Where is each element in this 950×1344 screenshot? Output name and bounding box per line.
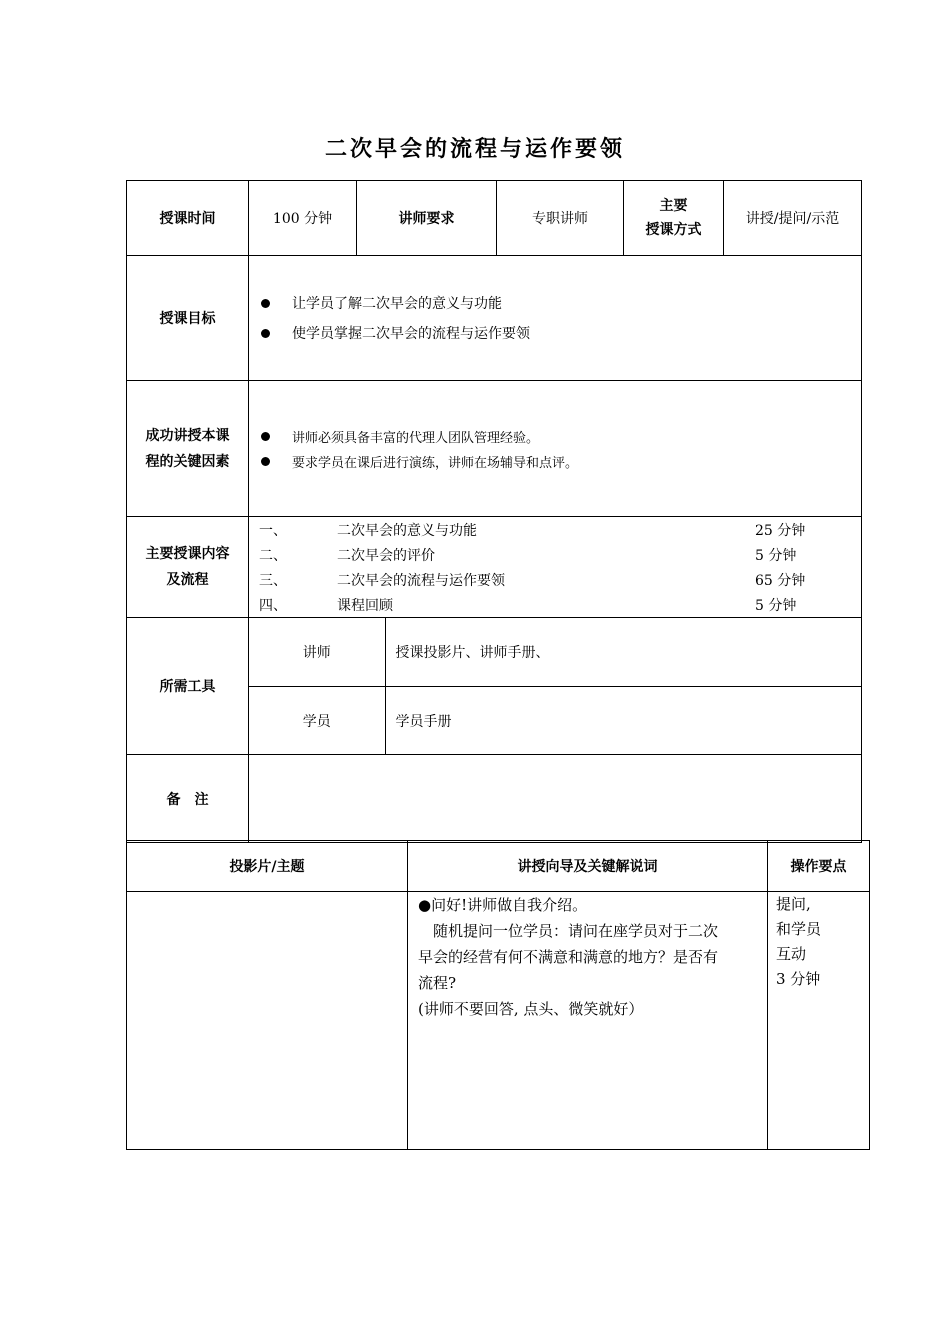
time-label: 授课时间 [127, 181, 249, 256]
tools-student-value: 学员手册 [395, 713, 452, 730]
tools-cell [249, 618, 862, 755]
content-duration: 5 分钟 [755, 547, 797, 564]
ops-cell [768, 892, 870, 1150]
ops-line: 和学员 [776, 920, 822, 938]
content-num: 四、 [259, 597, 287, 614]
goal-item [249, 288, 861, 318]
ops-line: 提问, [776, 895, 811, 913]
header-ops: 操作要点 [768, 841, 870, 892]
key-text: 讲师必须具备丰富的代理人团队管理经验。 [292, 430, 540, 446]
lesson-table [126, 840, 870, 1150]
content-duration: 25 分钟 [755, 522, 806, 539]
method-value: 讲授/提问/示范 [724, 181, 862, 256]
goals-label: 授课目标 [127, 256, 249, 381]
remarks-cell [249, 755, 862, 843]
tools-inner-table [249, 618, 861, 754]
keys-label-line2: 程的关键因素 [145, 453, 230, 470]
bullet-icon [261, 432, 270, 441]
contents-label [127, 517, 249, 618]
content-name: 二次早会的评价 [337, 547, 435, 564]
header-slide-topic: 投影片/主题 [127, 841, 408, 892]
method-label-line2: 授课方式 [645, 222, 702, 238]
key-text: 要求学员在课后进行演练，讲师在场辅导和点评。 [292, 455, 579, 471]
ops-text [768, 892, 869, 992]
key-item [249, 449, 861, 474]
page-title: 二次早会的流程与运作要领 [324, 137, 625, 162]
goal-item [249, 318, 861, 348]
contents-label-line2: 及流程 [166, 572, 209, 588]
key-item [249, 424, 861, 449]
content-num: 一、 [259, 522, 287, 539]
tools-teacher-value: 授课投影片、讲师手册、 [385, 618, 861, 687]
remarks-label: 备 注 [127, 755, 249, 843]
goal-text: 让学员了解二次早会的意义与功能 [292, 296, 502, 312]
bullet-icon [261, 457, 270, 466]
keys-cell [249, 381, 862, 517]
guide-line: ●问好!讲师做自我介绍。 [418, 896, 588, 914]
guide-line: 早会的经营有何不满意和满意的地方？是否有 [418, 948, 719, 966]
ops-line: 互动 [776, 945, 807, 963]
bullet-icon [261, 299, 270, 308]
ops-line: 3 分钟 [776, 970, 821, 988]
contents-label-line1: 主要授课内容 [145, 546, 230, 562]
header-guide: 讲授向导及关键解说词 [408, 841, 768, 892]
tools-label: 所需工具 [127, 618, 249, 755]
guide-line: (讲师不要回答, 点头、微笑就好） [418, 1000, 644, 1018]
method-label [624, 181, 724, 256]
content-name: 二次早会的意义与功能 [337, 522, 477, 539]
keys-label [127, 381, 249, 517]
content-row [249, 592, 861, 617]
content-duration: 5 分钟 [755, 597, 797, 614]
time-value: 100 分钟 [249, 181, 357, 256]
content-num: 三、 [259, 572, 287, 589]
content-num: 二、 [259, 547, 287, 564]
content-row [249, 517, 861, 542]
teacher-req-label: 讲师要求 [357, 181, 497, 256]
content-duration: 65 分钟 [755, 572, 806, 589]
content-name: 课程回顾 [337, 597, 393, 614]
contents-cell [249, 517, 862, 618]
slide-topic-cell [127, 892, 408, 1150]
content-name: 二次早会的流程与运作要领 [337, 572, 505, 589]
guide-line: 随机提问一位学员：请问在座学员对于二次 [418, 922, 719, 940]
guide-cell [408, 892, 768, 1150]
bullet-icon [261, 329, 270, 338]
course-info-table [126, 180, 862, 843]
keys-label-line1: 成功讲授本课 [145, 427, 230, 444]
content-row [249, 542, 861, 567]
goals-cell [249, 256, 862, 381]
goal-text: 使学员掌握二次早会的流程与运作要领 [292, 326, 530, 342]
guide-line: 流程? [418, 974, 457, 992]
content-row [249, 567, 861, 592]
tools-student-label: 学员 [249, 687, 385, 755]
method-label-line1: 主要 [659, 198, 688, 214]
guide-text [408, 892, 767, 1022]
tools-teacher-label: 讲师 [249, 618, 385, 687]
teacher-req-value: 专职讲师 [497, 181, 624, 256]
